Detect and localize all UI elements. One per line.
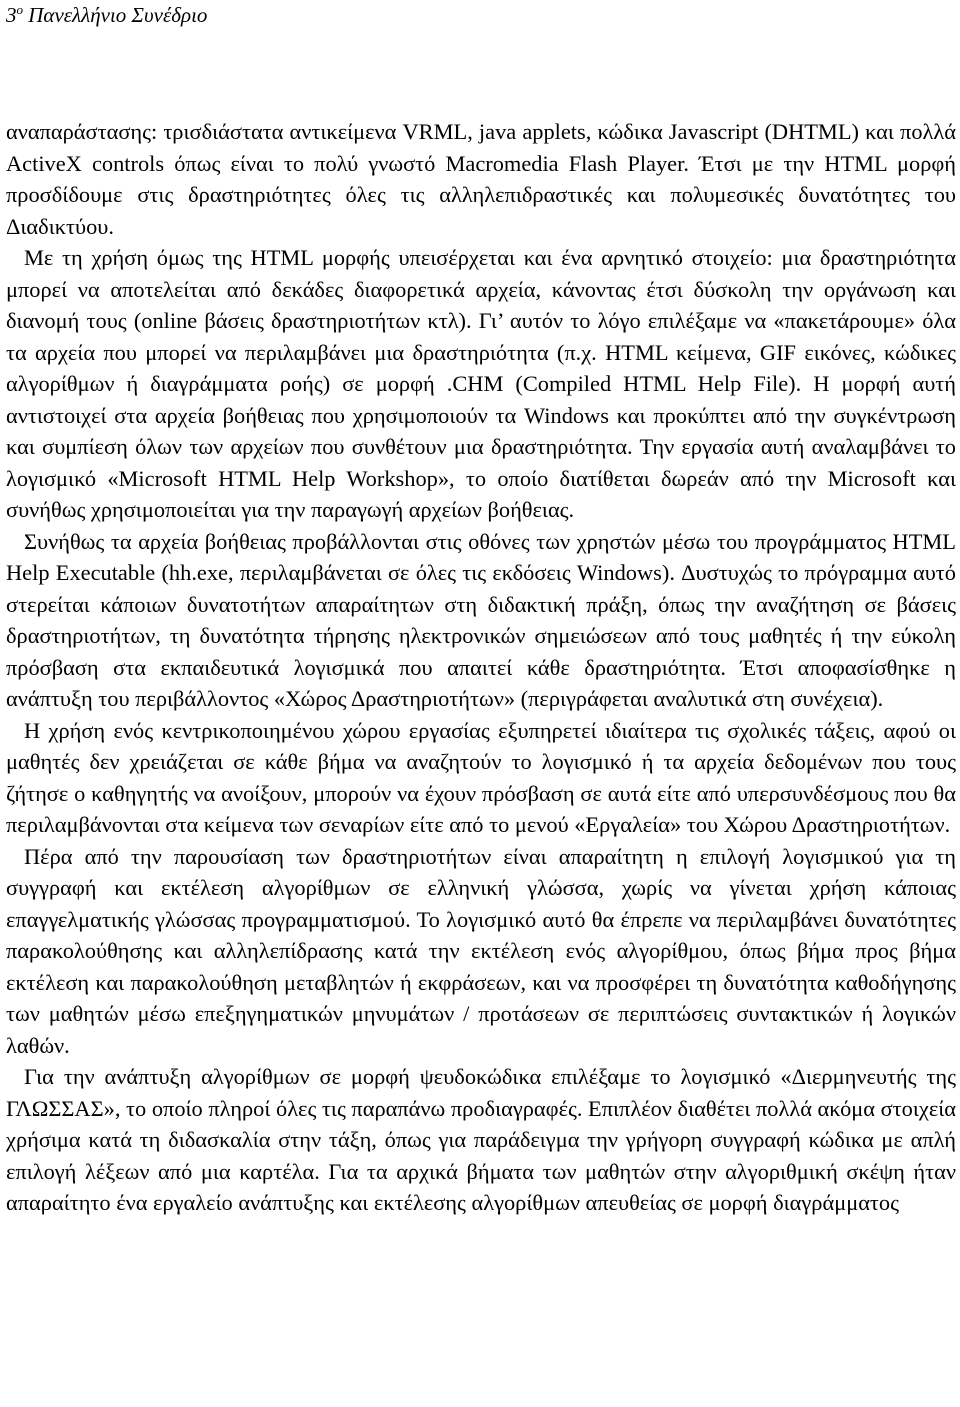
paragraph-3: Συνήθως τα αρχεία βοήθειας προβάλλονται στις οθόνες των χρηστών μέσω του προγράμματος HTML Help Executable (hh.exe, περιλαμβάνεται σε όλες τις εκδόσεις Windows). Δυστυχώς το πρόγραμμα αυτό στερείται κάποιων δυνατοτήτων απαραίτητων στη διδακτική πράξη, όπως την αναζήτηση σε βάσεις δραστηριοτήτων, τη δυνατότητα τήρησης ηλεκτρονικών σημειώσεων από τους μαθητές ή την εύκολη πρόσβαση στα εκπαιδευτικά λογισμικά που απαιτεί κάθε δραστηριότητα. Έτσι αποφασίσθηκε η ανάπτυξη του περιβάλλοντος «Χώρος Δραστηριοτήτων» (περιγράφεται αναλυτικά στη συνέχεια). xyxy=(6,528,956,711)
body-text xyxy=(6,116,956,1219)
paragraph-2: Με τη χρήση όμως της HTML μορφής υπεισέρχεται και ένα αρνητικό στοιχείο: μια δραστηριότητα μπορεί να αποτελείται από δεκάδες διαφορετικά αρχεία, κάνοντας έτσι δύσκολη την οργάνωση και διανομή τους (online βάσεις δραστηριοτήτων κτλ). Γι’ αυτόν το λόγο επιλέξαμε να «πακετάρουμε» όλα τα αρχεία που μπορεί να περιλαμβάνει μια δραστηριότητα (π.χ. HTML κείμενα, GIF εικόνες, κώδικες αλγορίθμων ή διαγράμματα ροής) σε μορφή .CHM (Compiled HTML Help File). Η μορφή αυτή αντιστοιχεί στα αρχεία βοήθειας που χρησιμοποιούν τα Windows και προκύπτει από την συγκέντρωση και συμπίεση όλων των αρχείων που συνθέτουν μια δραστηριότητα. Την εργασία αυτή αναλαμβάνει το λογισμικό «Microsoft HTML Help Workshop», το οποίο διατίθεται δωρεάν από την Microsoft και συνήθως χρησιμοποιείται για την παραγωγή αρχείων βοήθειας. xyxy=(6,245,956,522)
paragraph-1: αναπαράστασης: τρισδιάστατα αντικείμενα VRML, java applets, κώδικα Javascript (DHTML) και πολλά ActiveX controls όπως είναι το πολύ γνωστό Macromedia Flash Player. Έτσι με την HTML μορφή προσδίδουμε στις δραστηριότητες όλες τις αλληλεπιδραστικές και πολυμεσικές δυνατότητες του Διαδικτύου. xyxy=(6,119,956,239)
conference-title: Πανελλήνιο Συνέδριο xyxy=(23,3,208,27)
conference-ordinal-suffix: ο xyxy=(16,2,23,17)
running-header xyxy=(6,2,207,28)
paragraph-6: Για την ανάπτυξη αλγορίθμων σε μορφή ψευδοκώδικα επιλέξαμε το λογισμικό «Διερμηνευτής της ΓΛΩΣΣΑΣ», το οποίο πληροί όλες τις παραπάνω προδιαγραφές. Επιπλέον διαθέτει πολλά ακόμα στοιχεία χρήσιμα κατά τη διδασκαλία στην τάξη, όπως για παράδειγμα την γρήγορη συγγραφή κώδικα με απλή επιλογή λέξεων από μια καρτέλα. Για τα αρχικά βήματα των μαθητών στην αλγοριθμική σκέψη ήταν απαραίτητο ένα εργαλείο ανάπτυξης και εκτέλεσης αλγορίθμων απευθείας σε μορφή διαγράμματος xyxy=(6,1064,956,1215)
conference-ordinal-number: 3 xyxy=(6,3,17,27)
paragraph-4: Η χρήση ενός κεντρικοποιημένου χώρου εργασίας εξυπηρετεί ιδιαίτερα τις σχολικές τάξεις, αφού οι μαθητές δεν χρειάζεται σε κάθε βήμα να αναζητούν το λογισμικό ή τα αρχεία δεδομένων που τους ζήτησε ο καθηγητής να ανοίξουν, μπορούν να έχουν πρόσβαση σε αυτά είτε από υπερσυνδέσμους που θα περιλαμβάνονται στα κείμενα των σεναρίων είτε από το μενού «Εργαλεία» του Χώρου Δραστηριοτήτων. xyxy=(6,717,956,837)
paragraph-5: Πέρα από την παρουσίαση των δραστηριοτήτων είναι απαραίτητη η επιλογή λογισμικού για τη συγγραφή και εκτέλεση αλγορίθμων σε ελληνική γλώσσα, χωρίς να γίνεται χρήση κάποιας επαγγελματικής γλώσσας προγραμματισμού. Το λογισμικό αυτό θα έπρεπε να περιλαμβάνει δυνατότητες παρακολούθησης και αλληλεπίδρασης κατά την εκτέλεση ενός αλγορίθμου, όπως βήμα προς βήμα εκτέλεση και παρακολούθηση μεταβλητών ή εκφράσεων, και να προσφέρει τη δυνατότητα καθοδήγησης των μαθητών μέσω επεξηγηματικών μηνυμάτων / προτάσεων σε περιπτώσεις συντακτικών ή λογικών λαθών. xyxy=(6,843,956,1058)
